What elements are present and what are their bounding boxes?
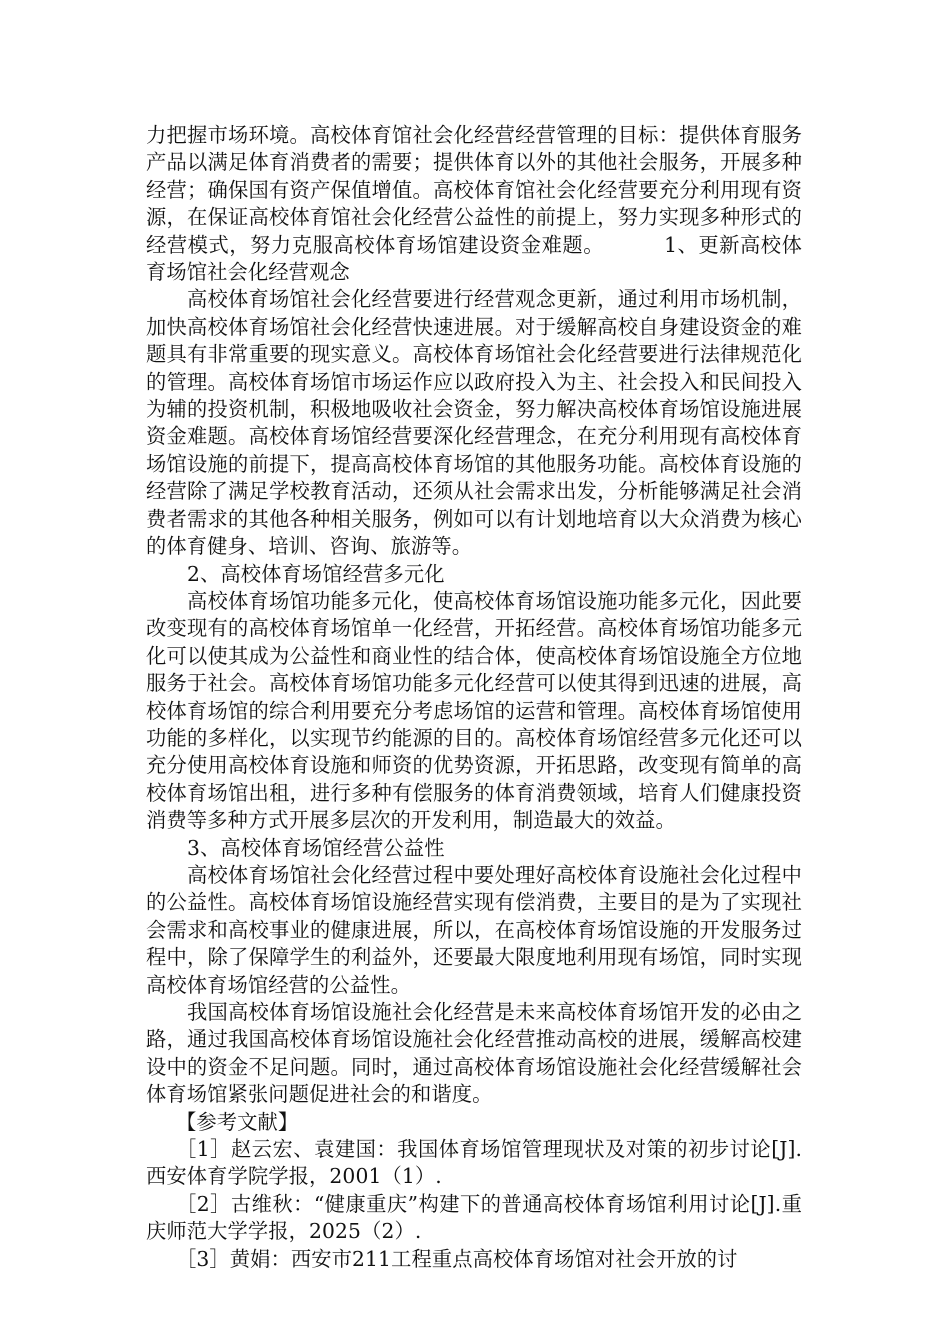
document-page bbox=[146, 122, 802, 1273]
section1-paragraph: 高校体育场馆社会化经营要进行经营观念更新，通过利用市场机制，加快高校体育场馆社会化经营快速进展。对于缓解高校自身建设资金的难题具有非常重要的现实意义。高校体育场馆社会化经营要进行法律规范化的管理。高校体育场馆市场运作应以政府投入为主、社会投入和民间投入为辅的投资机制，积极地吸收社会资金，努力解决高校体育场馆设施进展资金难题。高校体育场馆经营要深化经营理念，在充分利用现有高校体育场馆设施的前提下，提高高校体育场馆的其他服务功能。高校体育设施的经营除了满足学校教育活动，还须从社会需求出发，分析能够满足社会消费者需求的其他各种相关服务，例如可以有计划地培育以大众消费为核心的体育健身、培训、咨询、旅游等。 bbox=[146, 287, 802, 559]
references-title: 【参考文献】 bbox=[176, 1109, 299, 1134]
section3-heading: 3、高校体育场馆经营公益性 bbox=[187, 835, 445, 860]
reference-item-2: ［2］古维秋：“健康重庆”构建下的普通高校体育场馆利用讨论[J].重庆师范大学学报，2025（2）. bbox=[146, 1191, 802, 1244]
intro-text: 力把握市场环境。高校体育馆社会化经营经营管理的目标：提供体育服务产品以满足体育消费者的需要；提供体育以外的其他社会服务，开展多种经营；确保国有资产保值增值。高校体育馆社会化经营要充分利用现有资源，在保证高校体育馆社会化经营公益性的前提上，努力实现多种形式的经营模式，努力克服高校体育场馆建设资金难题。 bbox=[146, 123, 802, 257]
section3-paragraph: 高校体育场馆社会化经营过程中要处理好高校体育设施社会化过程中的公益性。高校体育场馆设施经营实现有偿消费，主要目的是为了实现社会需求和高校事业的健康进展，所以，在高校体育场馆设施的开发服务过程中，除了保障学生的利益外，还要最大限度地利用现有场馆，同时实现高校体育场馆经营的公益性。 bbox=[146, 862, 802, 997]
section2-paragraph: 高校体育场馆功能多元化，使高校体育场馆设施功能多元化，因此要改变现有的高校体育场馆单一化经营，开拓经营。高校体育场馆功能多元化可以使其成为公益性和商业性的结合体，使高校体育场馆设施全方位地服务于社会。高校体育场馆功能多元化经营可以使其得到迅速的进展，高校体育场馆的综合利用要充分考虑场馆的运营和管理。高校体育场馆使用功能的多样化，以实现节约能源的目的。高校体育场馆经营多元化还可以充分使用高校体育设施和师资的优势资源，开拓思路，改变现有简单的高校体育场馆出租，进行多种有偿服务的体育消费领域，培育人们健康投资消费等多种方式开展多层次的开发利用，制造最大的效益。 bbox=[146, 588, 802, 833]
section1-heading: 1、更新高校体育场馆社会化经营观念 bbox=[146, 232, 803, 285]
reference-item-1: ［1］赵云宏、袁建国：我国体育场馆管理现状及对策的初步讨论[J].西安体育学院学报，2001（1）. bbox=[146, 1137, 802, 1189]
conclusion-paragraph: 我国高校体育场馆设施社会化经营是未来高校体育场馆开发的必由之路，通过我国高校体育场馆设施社会化经营推动高校的进展，缓解高校建设中的资金不足问题。同时，通过高校体育场馆设施社会化经营缓解社会体育场馆紧张问题促进社会的和谐度。 bbox=[146, 1000, 802, 1107]
reference-item-3: ［3］黄娟：西安市211工程重点高校体育场馆对社会开放的讨 bbox=[176, 1246, 738, 1271]
section2-heading: 2、高校体育场馆经营多元化 bbox=[187, 561, 445, 586]
intro-paragraph bbox=[146, 122, 802, 286]
